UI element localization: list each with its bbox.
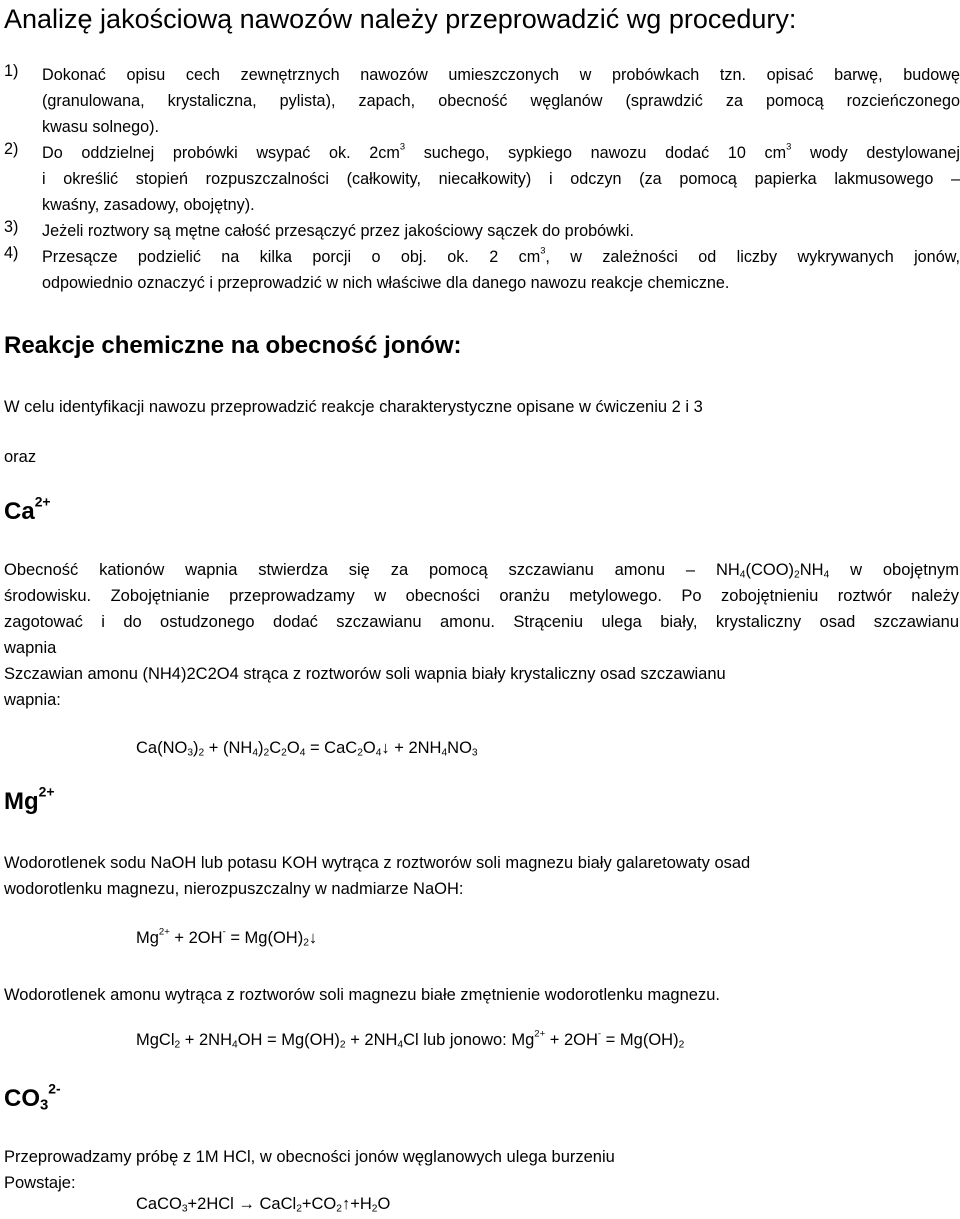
intro-text: W celu identyfikacji nawozu przeprowadzić reakcje charakterystyczne opisane w ćwiczeniu 2 i 3 [4, 398, 703, 416]
oraz-text: oraz [4, 448, 37, 466]
ca-equation: $Ca(NO_3)_2 + (NH_4)_2C_2O_4$ = $CaC_2O_4↓ + 2NH_4NO_3$ [136, 739, 478, 759]
subscript: 3 [40, 1097, 49, 1114]
item-text: suchego, sypkiego nawozu dodać 10 cm [405, 144, 787, 162]
item-number: 2) [4, 140, 19, 158]
item-text: Przesącze podzielić na kilka porcji o obj. ok. 2 cm [42, 248, 541, 266]
paragraph-line: wodorotlenku magnezu, nierozpuszczalny w nadmiarze NaOH: [4, 880, 464, 898]
item-text: , w zależności od liczby wykrywanych jonów, [545, 248, 960, 266]
paragraph-line: wapnia [4, 639, 57, 657]
item-text-line: (granulowana, krystaliczna, pylista), zapach, obecność węglanów (sprawdzić za pomocą rozcieńczonego [42, 92, 960, 110]
mg-paragraph-2: Wodorotlenek amonu wytrąca z roztworów soli magnezu białe zmętnienie wodorotlenku magnezu. [4, 986, 720, 1004]
item-text-line [42, 140, 960, 166]
ion-heading-ca: $Ca^{2+}$ [4, 493, 51, 525]
mg-paragraph [4, 850, 959, 902]
charge: 2+ [38, 783, 55, 800]
superscript: 3 [399, 140, 406, 152]
item-text-line: odpowiednio oznaczyć i przeprowadzić w nich właściwe dla danego nawozu reakcje chemiczne. [42, 274, 730, 292]
ca-paragraph [4, 557, 959, 713]
paragraph-line: Powstaje: [4, 1174, 76, 1192]
item-text-line: kwasu solnego). [42, 118, 159, 136]
ion-heading-co3: $CO_3^{2-}$ [4, 1080, 61, 1114]
superscript: 3 [540, 244, 546, 256]
item-text: wody destylowanej [791, 144, 960, 162]
mg-equation-2: MgCl$_2$ + $2NH_4OH = Mg(OH)_2 + 2NH_4Cl$ lub jonowo: $Mg^{2+} + 2OH^- = Mg(OH)_2$ [136, 1028, 685, 1051]
item-number: 3) [4, 218, 19, 236]
item-text-line: kwaśny, zasadowy, obojętny). [42, 196, 255, 214]
paragraph-line: wapnia: [4, 691, 61, 709]
paragraph-line: Szczawian amonu (NH4)2C2O4 strąca z roztworów soli wapnia biały krystaliczny osad szczawianu [4, 665, 726, 683]
item-text-line: Dokonać opisu cech zewnętrznych nawozów umieszczonych w probówkach tzn. opisać barwę, budowę [42, 66, 960, 84]
paragraph-line: Obecność kationów wapnia stwierdza się za pomocą szczawianu amonu – $NH_4(COO)_2NH_4$ w obojętnym [4, 561, 959, 581]
item-text-line: i określić stopień rozpuszczalności (całkowity, niecałkowity) i odczyn (za pomocą papierka lakmusowego – [42, 170, 960, 188]
paragraph-line: Wodorotlenek sodu NaOH lub potasu KOH wytrąca z roztworów soli magnezu biały galaretowaty osad [4, 854, 751, 872]
item-number: 1) [4, 62, 19, 80]
item-number: 4) [4, 244, 19, 262]
page-title: Analizę jakościową nawozów należy przeprowadzić wg procedury: [4, 4, 797, 34]
item-text: Do oddzielnej probówki wsypać ok. 2cm [42, 144, 400, 162]
charge: 2+ [34, 493, 51, 510]
item-text-line: Jeżeli roztwory są mętne całość przesączyć przez jakościowy sączek do probówki. [42, 222, 634, 240]
section-title: Reakcje chemiczne na obecność jonów: [4, 332, 462, 359]
paragraph-line: Przeprowadzamy próbę z 1M HCl, w obecności jonów węglanowych ulega burzeniu [4, 1148, 615, 1166]
paragraph-line: zagotować i do ostudzonego dodać szczawianu amonu. Strąceniu ulega biały, krystaliczny osad szczawianu [4, 613, 959, 631]
superscript: 3 [786, 140, 792, 152]
ion-heading-mg: $Mg^{2+}$ [4, 783, 55, 815]
charge: 2- [48, 1080, 61, 1097]
item-text-line [42, 244, 960, 270]
mg-equation-1: $Mg^{2+} + 2OH^-$ = $Mg(OH)_2↓$ [136, 926, 318, 949]
co3-equation: CaCO$_3$+2HCl → $CaCl_2+CO_2↑+H_2O$ [136, 1195, 391, 1215]
co3-paragraph [4, 1144, 959, 1196]
paragraph-line: środowisku. Zobojętnianie przeprowadzamy w obecności oranżu metylowego. Po zobojętnieniu roztwór należy [4, 587, 959, 605]
